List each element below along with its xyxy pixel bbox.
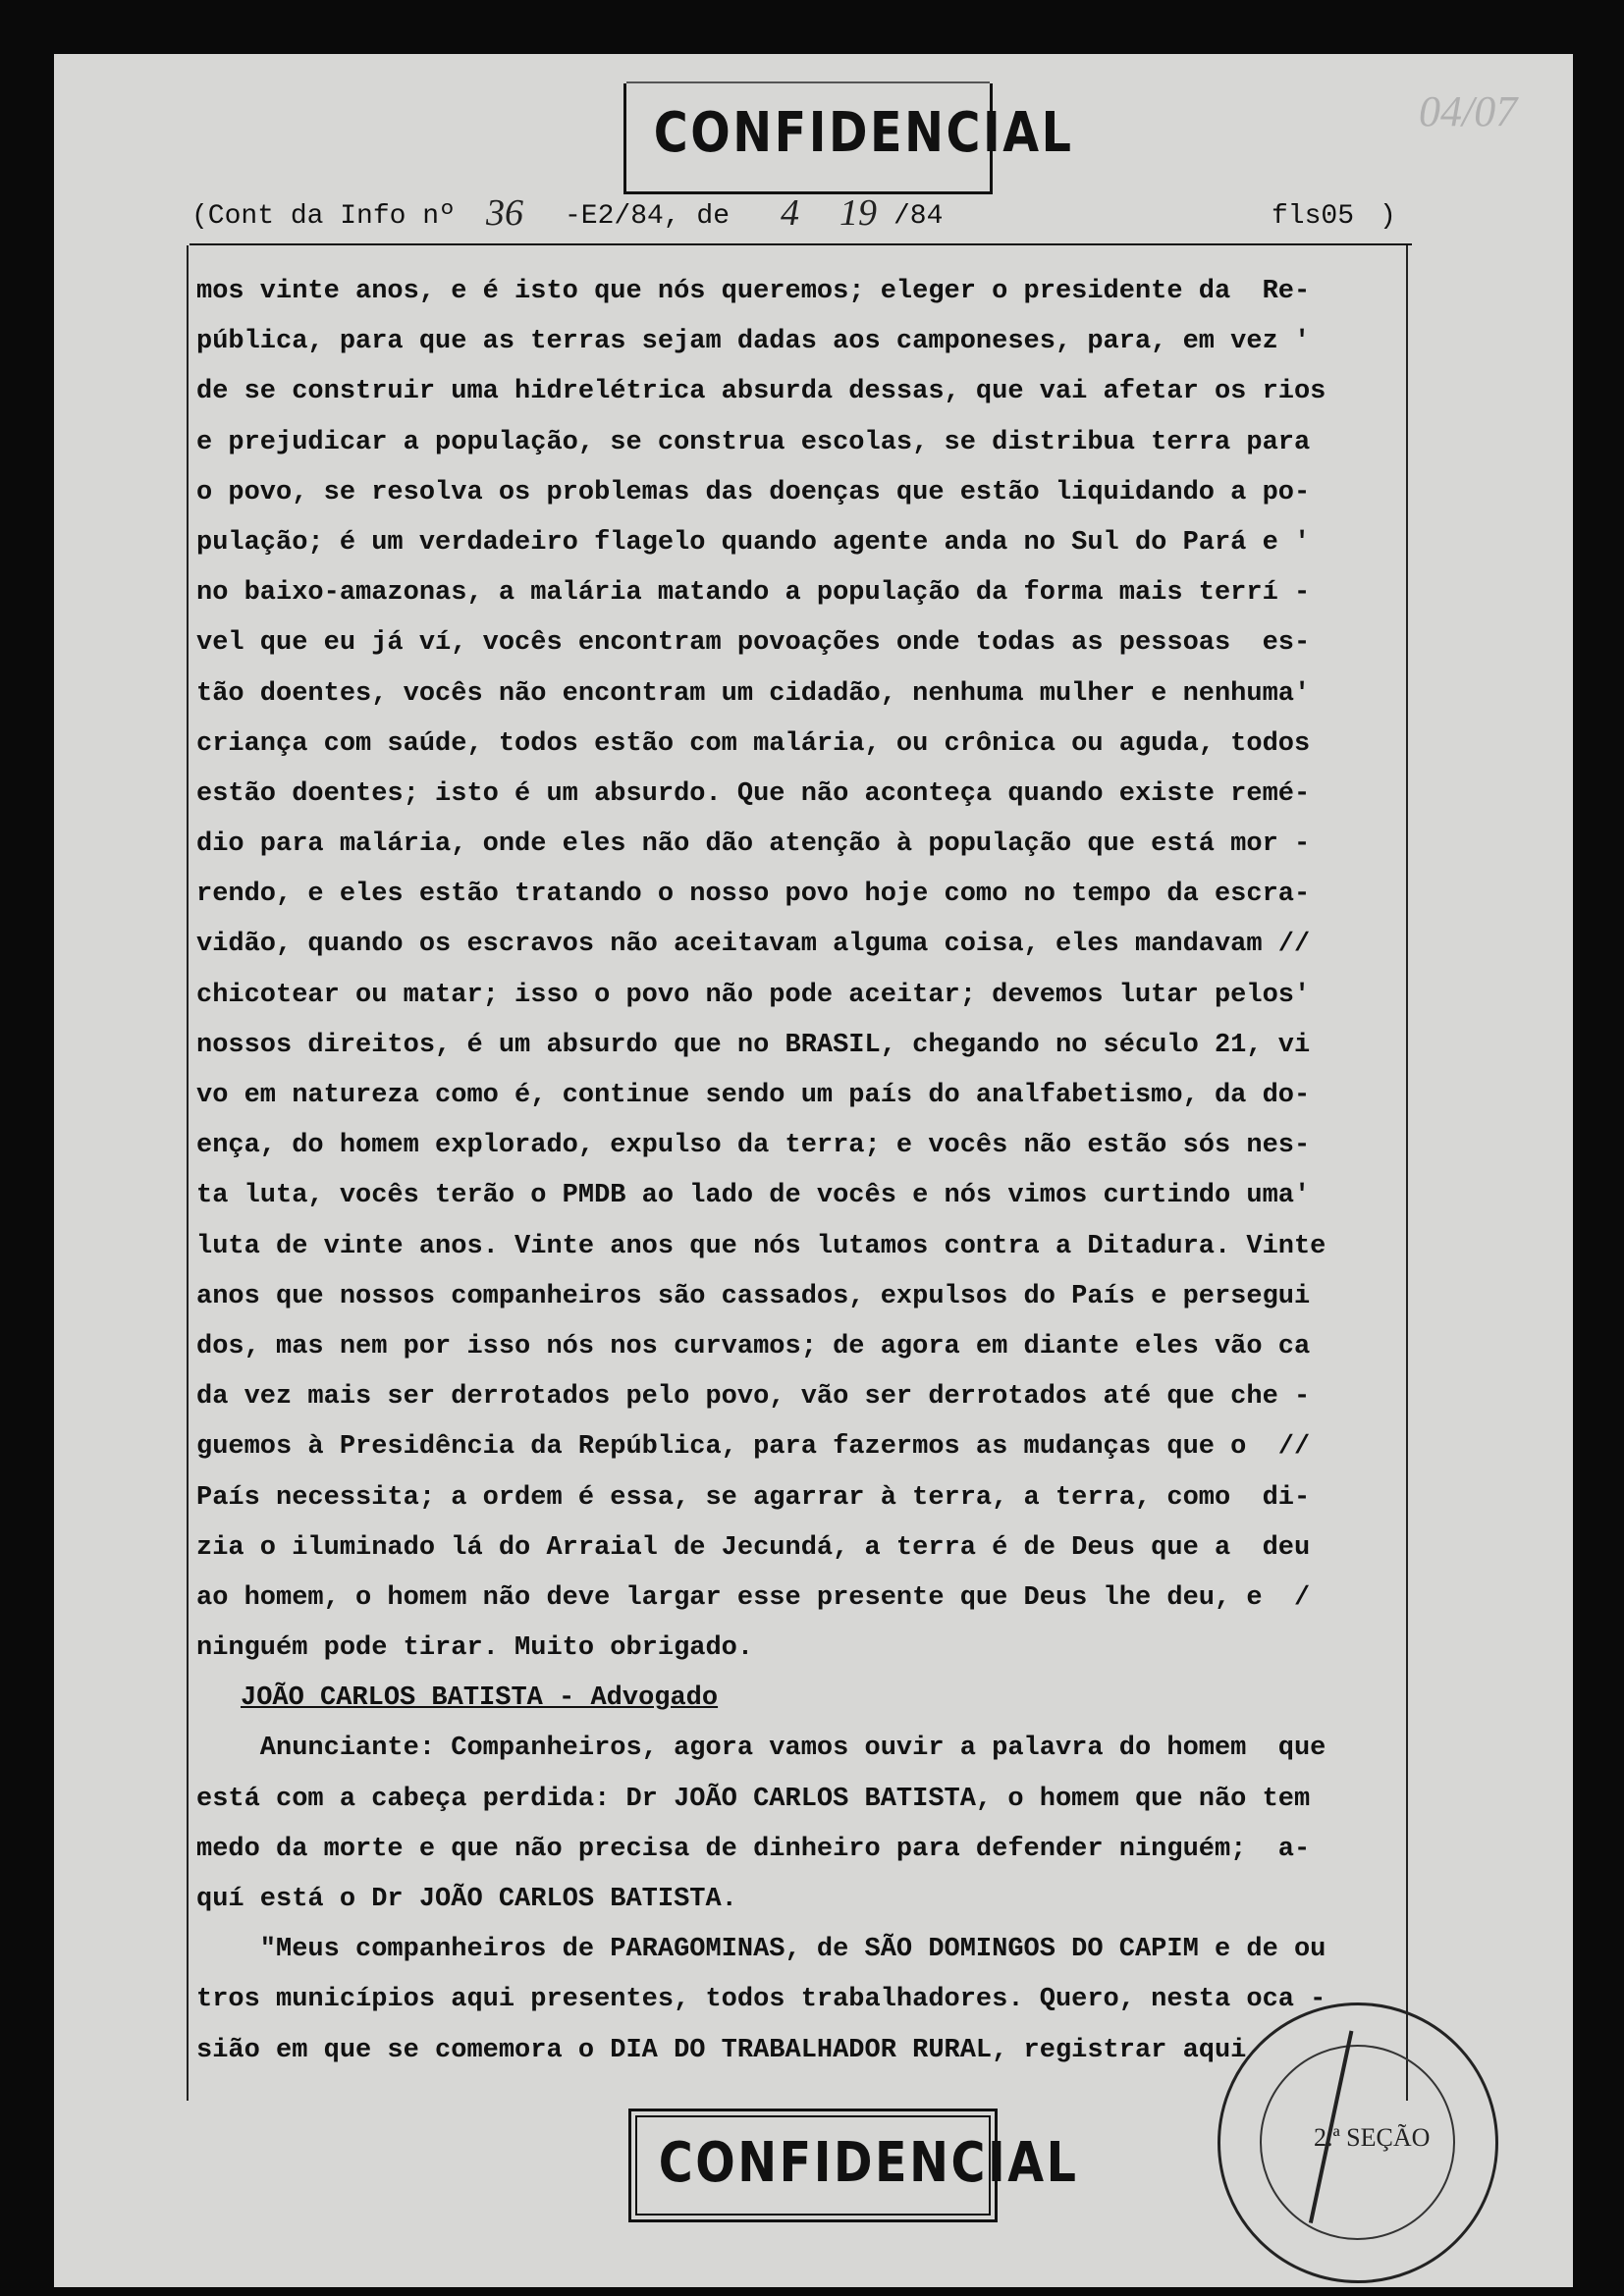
body-line: nossos direitos, é um absurdo que no BRASIL, chegando no século 21, vi <box>196 1030 1311 1060</box>
header-info-number: 36 <box>486 192 523 234</box>
header-series: -E2/84, de <box>565 201 731 232</box>
body-line: pública, para que as terras sejam dadas aos camponeses, para, em vez ' <box>196 327 1311 357</box>
right-margin-rule <box>1406 245 1408 2101</box>
header-date-day: 4 <box>781 192 799 234</box>
header-sheet: fls05 <box>1272 201 1355 232</box>
body-line: ta luta, vocês terão o PMDB ao lado de vocês e nós vimos curtindo uma' <box>196 1181 1311 1211</box>
body-line: anos que nossos companheiros são cassados, expulsos do País e persegui <box>196 1281 1311 1311</box>
body-line: ninguém pode tirar. Muito obrigado. <box>196 1633 754 1664</box>
body-line: está com a cabeça perdida: Dr JOÃO CARLOS BATISTA, o homem que não tem <box>196 1784 1311 1814</box>
body-line: o povo, se resolva os problemas das doenças que estão liquidando a po- <box>196 477 1311 507</box>
body-line: sião em que se comemora o DIA DO TRABALHADOR RURAL, registrar aqui <box>196 2035 1247 2065</box>
body-line: criança com saúde, todos estão com malária, ou crônica ou aguda, todos <box>196 728 1311 759</box>
body-line: "Meus companheiros de PARAGOMINAS, de SÃO DOMINGOS DO CAPIM e de ou <box>196 1935 1326 1965</box>
body-line: País necessita; a ordem é essa, se agarrar à terra, a terra, como di- <box>196 1482 1311 1513</box>
body-line: chicotear ou matar; isso o povo não pode aceitar; devemos lutar pelos' <box>196 980 1311 1010</box>
body-line: vel que eu já ví, vocês encontram povoações onde todas as pessoas es- <box>196 628 1311 659</box>
header-date-month: 19 <box>839 192 877 234</box>
body-line: de se construir uma hidrelétrica absurda dessas, que vai afetar os rios <box>196 377 1326 407</box>
confidential-stamp-bottom-text: CONFIDENCIAL <box>658 2131 1079 2195</box>
body-line: da vez mais ser derrotados pelo povo, vão ser derrotados até que che - <box>196 1382 1311 1413</box>
header-rule <box>189 243 1412 245</box>
body-line: rendo, e eles estão tratando o nosso povo hoje como no tempo da escra- <box>196 880 1311 910</box>
ministry-seal <box>1218 2002 1498 2283</box>
body-line: luta de vinte anos. Vinte anos que nós lutamos contra a Ditadura. Vinte <box>196 1231 1326 1261</box>
body-line: tão doentes, vocês não encontram um cidadão, nenhuma mulher e nenhuma' <box>196 678 1311 709</box>
body-line: no baixo-amazonas, a malária matando a população da forma mais terrí - <box>196 578 1311 609</box>
body-line: pulação; é um verdadeiro flagelo quando agente anda no Sul do Pará e ' <box>196 527 1311 558</box>
body-line: dos, mas nem por isso nós nos curvamos; de agora em diante eles vão ca <box>196 1331 1311 1362</box>
body-line: guemos à Presidência da República, para fazermos as mudanças que o // <box>196 1432 1311 1463</box>
left-margin-rule <box>187 245 189 2101</box>
confidential-stamp-top <box>623 83 1074 194</box>
seal-section: 2.ª SEÇÃO <box>1314 2123 1431 2152</box>
body-line: ao homem, o homem não deve largar esse presente que Deus lhe deu, e / <box>196 1582 1311 1613</box>
speaker-heading-line <box>196 1674 1399 1724</box>
header-prefix: (Cont da Info nº <box>191 201 456 232</box>
body-line: tros municípios aqui presentes, todos trabalhadores. Quero, nesta oca - <box>196 1985 1326 2015</box>
page-code: 04/07 <box>1419 87 1518 135</box>
body-line: mos vinte anos, e é isto que nós queremos; eleger o presidente da Re- <box>196 277 1311 306</box>
speaker-heading: JOÃO CARLOS BATISTA - Advogado <box>241 1683 719 1714</box>
body-line: dio para malária, onde eles não dão atenção à população que está mor - <box>196 829 1311 860</box>
body-line: medo da morte e que não precisa de dinheiro para defender ninguém; a- <box>196 1834 1311 1864</box>
header-date-year: /84 <box>893 201 944 232</box>
body-line: zia o iluminado lá do Arraial de Jecundá, a terra é de Deus que a deu <box>196 1532 1311 1563</box>
body-line: vo em natureza como é, continue sendo um país do analfabetismo, da do- <box>196 1081 1311 1110</box>
body-line: e prejudicar a população, se construa escolas, se distribua terra para <box>196 427 1311 457</box>
body-line: vidão, quando os escravos não aceitavam alguma coisa, eles mandavam // <box>196 930 1311 960</box>
body-line: ença, do homem explorado, expulso da terra; e vocês não estão sós nes- <box>196 1131 1311 1161</box>
document-body <box>196 267 1399 2076</box>
confidential-stamp-bottom <box>628 2109 1079 2222</box>
body-line: estão doentes; isto é um absurdo. Que não aconteça quando existe remé- <box>196 778 1311 809</box>
body-line: Anunciante: Companheiros, agora vamos ouvir a palavra do homem que <box>196 1734 1326 1764</box>
confidential-stamp-top-text: CONFIDENCIAL <box>653 101 1074 165</box>
header-close: ) <box>1380 201 1396 232</box>
body-line: quí está o Dr JOÃO CARLOS BATISTA. <box>196 1885 737 1914</box>
document-header <box>191 192 1409 246</box>
